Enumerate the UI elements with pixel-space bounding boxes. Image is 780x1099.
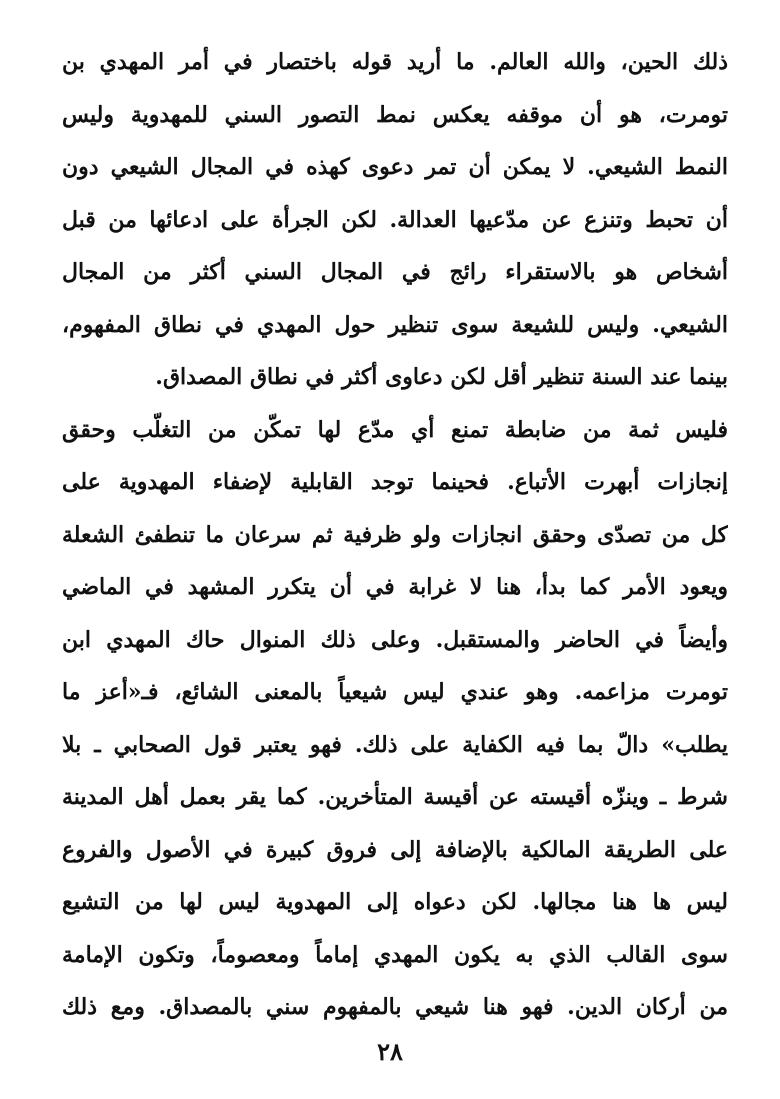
text-line: الشيعي. وليس للشيعة سوى تنظير حول المهدي في نطاق المفهوم، <box>62 311 728 338</box>
page-number: ٢٨ <box>377 1037 403 1066</box>
text-line: تومرت، هو أن موقفه يعكس نمط التصور السني للمهدوية وليس <box>62 101 728 128</box>
text-line: شرط ـ وينزّه أقيسته عن أقيسة المتأخرين. كما يقر بعمل أهل المدينة <box>62 784 728 810</box>
text-line: بينما عند السنة تنظير أقل لكن دعاوى أكثر في نطاق المصداق. <box>155 364 728 390</box>
text-line: أشخاص هو بالاستقراء رائج في المجال السني أكثر من المجال <box>62 259 728 285</box>
text-line: تومرت مزاعمه. وهو عندي ليس شيعياً بالمعنى الشائع، فـ«أعز ما <box>62 679 728 705</box>
text-line: فليس ثمة من ضابطة تمنع أي مدّع لها تمكّن من التغلّب وحقق <box>62 416 728 443</box>
text-line: النمط الشيعي. لا يمكن أن تمر دعوى كهذه في المجال الشيعي دون <box>62 154 728 180</box>
text-line: كل من تصدّى وحقق انجازات ولو ظرفية ثم سرعان ما تنطفئ الشعلة <box>62 521 728 548</box>
text-line: يطلب» دالّ بما فيه الكفاية على ذلك. فهو يعتبر قول الصحابي ـ بلا <box>62 731 728 758</box>
text-line: ويعود الأمر كما بدأ، هنا لا غرابة في أن يتكرر المشهد في الماضي <box>62 574 728 600</box>
text-line: وأيضاً في الحاضر والمستقبل. وعلى ذلك المنوال حاك المهدي ابن <box>62 626 728 653</box>
text-line: على الطريقة المالكية بالإضافة إلى فروق كبيرة في الأصول والفروع <box>62 836 728 863</box>
text-line: أن تحبط وتنزع عن مدّعيها العدالة. لكن الجرأة على ادعائها من قبل <box>62 206 728 233</box>
text-line: سوى القالب الذي به يكون المهدي إماماً ومعصوماً، وتكون الإمامة <box>62 941 728 968</box>
text-line: ذلك الحين، والله العالم. ما أريد قوله باختصار في أمر المهدي بن <box>62 49 728 75</box>
body-text <box>62 36 728 1034</box>
text-line: ليس ها هنا مجالها. لكن دعواه إلى المهدوية ليس لها من التشيع <box>62 889 728 915</box>
text-line: إنجازات أبهرت الأتباع. فحينما توجد القابلية لإضفاء المهدوية على <box>62 469 728 495</box>
text-line: من أركان الدين. فهو هنا شيعي بالمفهوم سني بالمصداق. ومع ذلك <box>62 994 728 1020</box>
